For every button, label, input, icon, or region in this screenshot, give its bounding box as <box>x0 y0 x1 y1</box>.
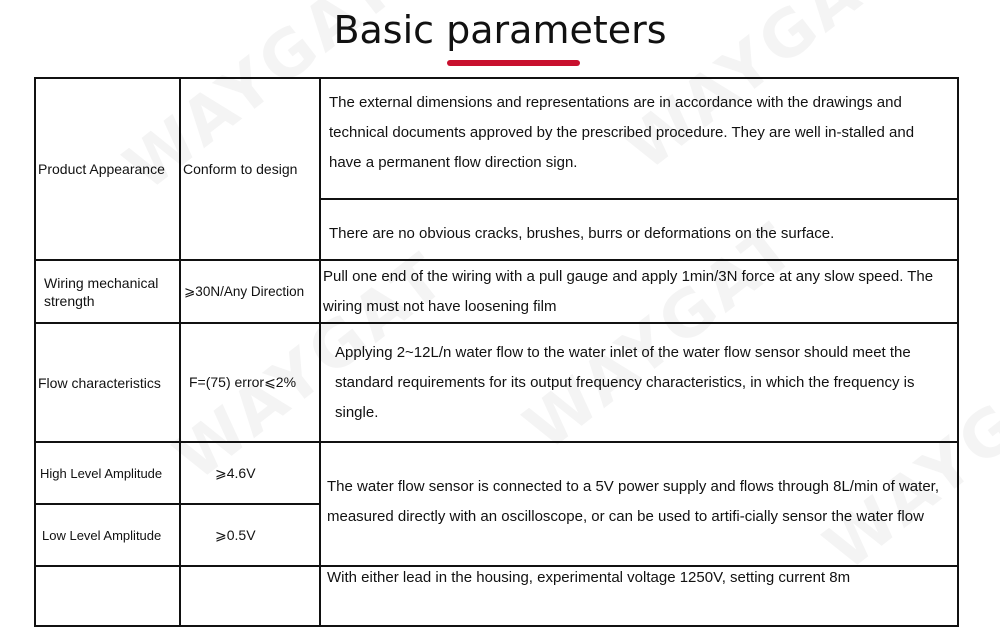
table-row <box>35 323 958 442</box>
test-description: Pull one end of the wiring with a pull gauge and apply 1min/3N force at any slow speed. The wiring must not have loosening film <box>323 267 934 315</box>
standard-value: F=(75) error⩽2% <box>189 374 297 390</box>
table-row <box>35 260 958 323</box>
title-underline <box>447 60 580 66</box>
page-title: Basic parameters <box>333 8 667 52</box>
standard-value: Conform to design <box>183 161 298 177</box>
parameters-table <box>34 77 959 627</box>
test-description: Applying 2~12L/n water flow to the water inlet of the water flow sensor should meet the standard requirements for its output frequency characteristics, in which the frequency is single. <box>335 343 915 421</box>
table-row <box>35 78 958 199</box>
table-row <box>35 442 958 504</box>
item-label: High Level Amplitude <box>40 465 163 481</box>
item-label: Flow characteristics <box>38 374 161 391</box>
item-label: Low Level Amplitude <box>42 527 162 543</box>
test-description: The water flow sensor is connected to a 5V power supply and flows through 8L/min of water, measured directly with an oscilloscope, or can be used to artifi-cially sensor the water flow <box>327 478 939 525</box>
standard-value: ⩾0.5V <box>215 526 256 543</box>
item-label: Product Appearance <box>38 161 165 177</box>
table-row <box>35 566 958 626</box>
test-description: The external dimensions and representations are in accordance with the drawings and technical documents approved by the prescribed procedure. They are well in-stalled and have a permanent flow direction sign. <box>329 93 915 171</box>
item-label: Wiring mechanical strength <box>44 274 159 309</box>
standard-value: ⩾4.6V <box>215 464 256 481</box>
standard-value: ⩾30N/Any Direction <box>184 283 305 299</box>
test-description: There are no obvious cracks, brushes, burrs or deformations on the surface. <box>329 224 835 242</box>
test-description: With either lead in the housing, experimental voltage 1250V, setting current 8m <box>327 569 851 586</box>
